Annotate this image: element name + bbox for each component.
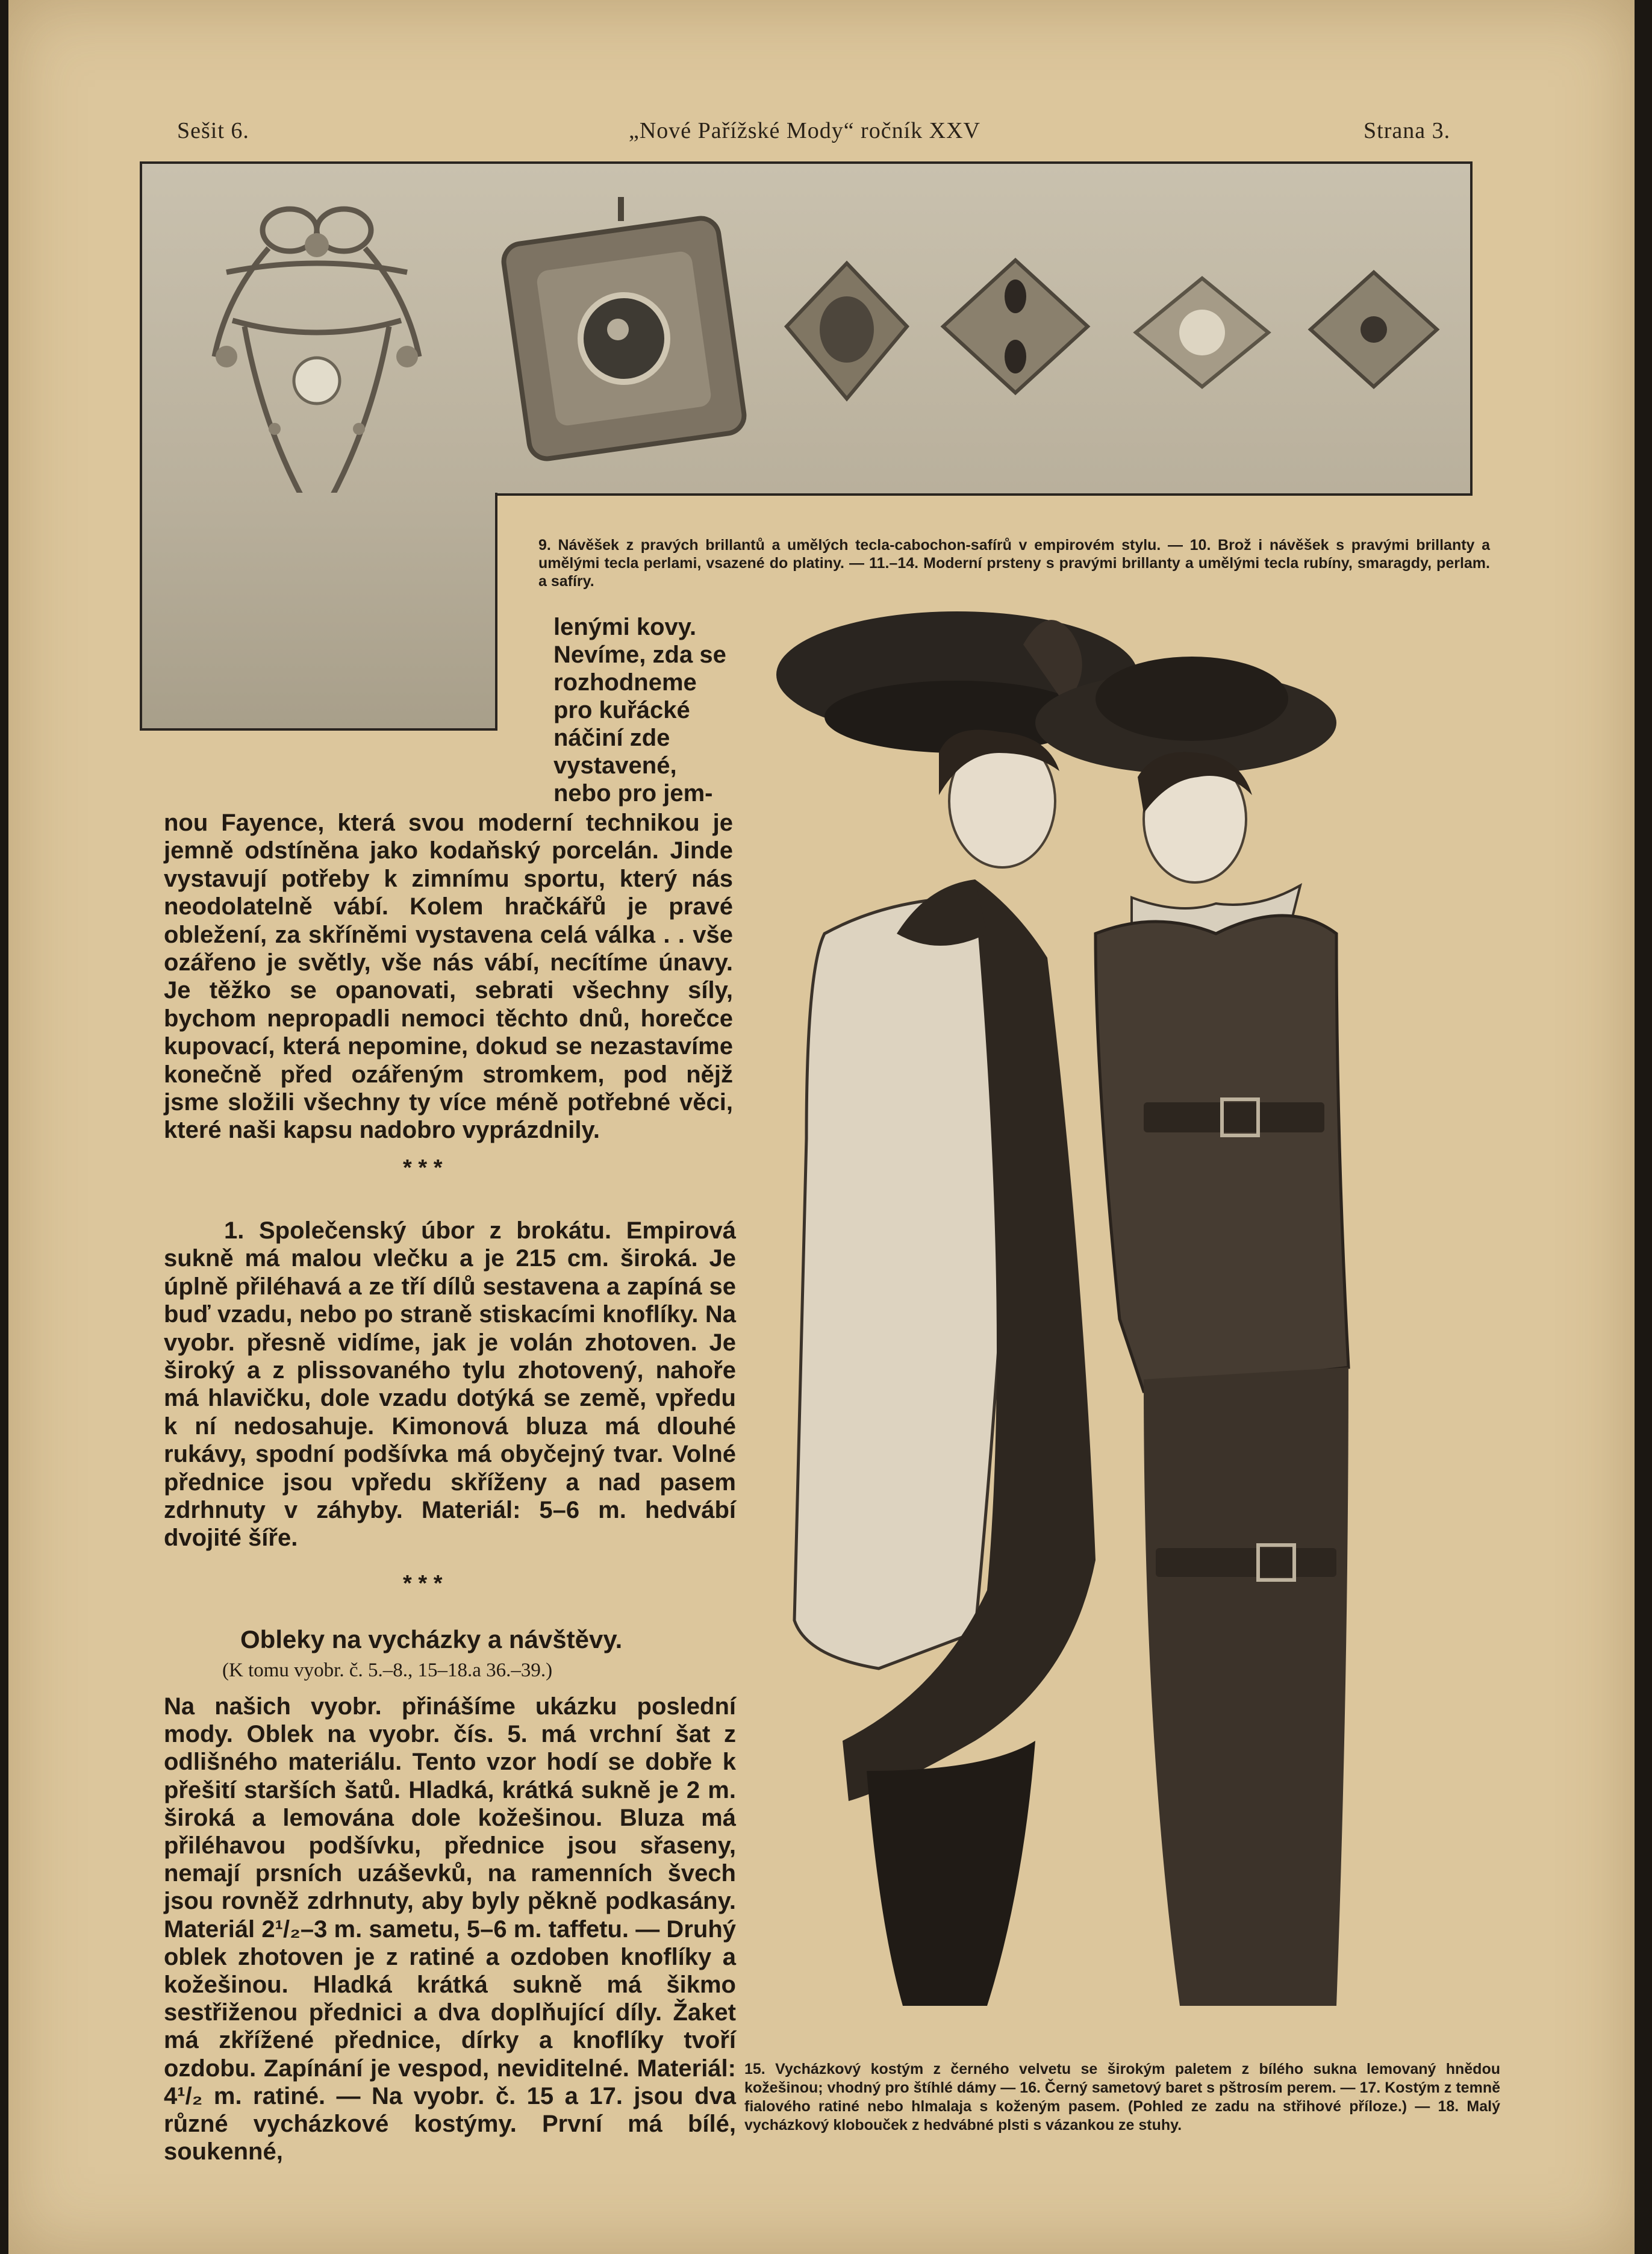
paragraph-walking-suits: Na našich vyobr. přinášíme ukázku poslední mody. Oblek na vyobr. čís. 5. má vrchní šat z odlišného materiálu. Tento vzor hodí se dobře k přešití starších šatů. Hladká, krátká sukně je 2 m. široká a lemována dole kožešinou. Bluza má přiléhavou podšívku, přednice jsou sřaseny, nemají prsních uzáševků, na ramenních švech jsou rovněž zdrhnuty, aby byly pěkně podkasány. Materiál 2¹/₂–3 m. sametu, 5–6 m. taffetu. — Druhý oblek zhotoven je z ratiné a ozdoben knoflíky a kožešinou. Hladká krátká sukně má šikmo sestřiženou přednici a dva doplňující díly. Žaket má zkřížené přednice, dírky a knoflíky tvoří ozdobu. Zapínání je vespod, neviditelné. Materiál: 4¹/₂ m. ratiné. — Na vyobr. č. 15 a 17. jsou dva různé vycházkové kostýmy. První má bílé, soukenné,: [164, 1693, 736, 2165]
intro-text-narrow: lenými kovy. Nevíme, zda se rozhodneme pro kuřácké náčiní zde vystavené, nebo pro jem-: [553, 614, 726, 807]
intro-text: nou Fayence, která svou moderní technikou je jemně odstíněna jako kodaňský porcelán. Jinde vystavují potřeby k zimnímu sportu, který nás neodolatelně vábí. Kolem hračkářů je pravé obležení, za skříněmi vystavena celá válka . . vše ozářeno je světly, vše nás vábí, necítíme únavy. Je těžko se opanovati, sebrati všechny síly, bychom nepropadli nemoci těchto dnů, horečce kupovací, která nepomine, dokud se nezastavíme konečně před ozářeným stromkem, pod nějž jsme složili všechny ty více méně potřebné věci, které naši kapsu nadobro vyprázdnily.: [164, 810, 733, 1144]
magazine-title: „Nové Pařížské Mody“ ročník XXV: [629, 118, 980, 143]
jewelry-photo: [140, 161, 1473, 496]
section-subtitle: (K tomu vyobr. č. 5.–8., 15–18.a 36.–39.): [222, 1659, 553, 1681]
separator-stars: * * *: [403, 1155, 443, 1181]
paragraph-body: Empirová sukně má malou vlečku a je 215 cm. široká. Je úplně přiléhavá a ze tří dílů sestavena a zapíná se buď vzadu, nebo po straně stiskacími knoflíky. Na vyobr. přesně vidíme, jak je volán zhotoven. Je široký a z plissovaného tylu zhotovený, nahoře má hlavičku, dole vzadu dotýká se země, vpředu k ní nedosahuje. Kimonová bluza má dlouhé rukávy, spodní podšívka má obyčejný tvar. Volné přednice jsou vpředu skříženy a nad pasem zdrhnuty v záhyby. Materiál: 5–6 m. hedvábí dvojité šíře.: [164, 1217, 736, 1552]
fashion-illustration: [758, 596, 1493, 2030]
button-12-image: [937, 254, 1094, 399]
paragraph-social-dress: [164, 1217, 736, 1552]
fashion-caption: 15. Vycházkový kostým z černého velvetu se širokým paletem z bílého sukna lemovaný hnědou kožešinou; vhodný pro štíhlé dámy — 16. Černý sametový baret s pštrosím perem. — 17. Kostým z temně fialového ratiné nebo hlmalaja s koženým pasem. (Pohled ze zadu na střihové příloze.) — 18. Malý vycházkový klobouček z hedvábné plsti s vázankou ze stuhy.: [744, 2061, 1500, 2134]
brooch-10-image: [491, 194, 756, 477]
separator-stars-2: * * *: [403, 1571, 443, 1596]
section-title: Obleky na vycházky a návštěvy.: [240, 1625, 623, 1653]
paragraph-title: 1. Společenský úbor z brokátu.: [224, 1217, 612, 1244]
button-11-image: [781, 260, 913, 405]
button-13-image: [1130, 272, 1274, 393]
jewelry-caption: 9. Návěšek z pravých brillantů a umělých tecla-cabochon-safírů v empirovém stylu. — 10. Brož i návěšek s pravými brillanty a umělými tecla perlami, vsazené do platiny. — 11.–14. Moderní prsteny s pravými brillanty a umělými tecla rubíny, smaragdy, perlam. a safíry.: [538, 537, 1490, 590]
jewelry-photo-extension: [140, 493, 497, 731]
button-14-image: [1304, 266, 1443, 393]
page-number: Strana 3.: [1364, 118, 1451, 143]
issue-number: Sešit 6.: [177, 118, 249, 143]
magazine-page: [8, 0, 1635, 2254]
